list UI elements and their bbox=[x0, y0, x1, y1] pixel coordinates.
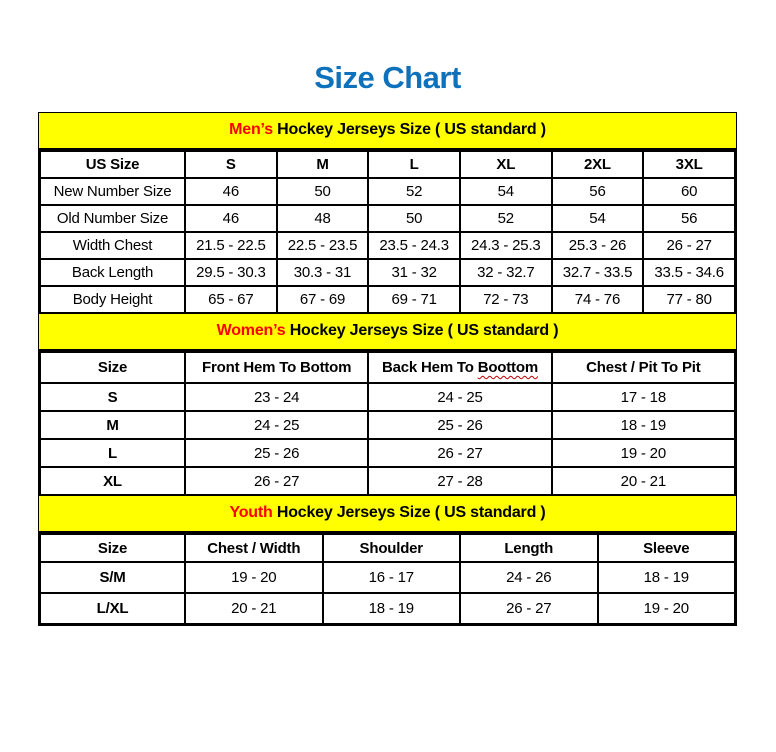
mens-row-back-length bbox=[40, 259, 735, 286]
size-value-cell: 52 bbox=[368, 178, 460, 205]
size-value-cell: 26 - 27 bbox=[185, 467, 368, 495]
size-value-cell: 77 - 80 bbox=[643, 286, 735, 313]
size-value-cell: 54 bbox=[460, 178, 552, 205]
womens-size-table bbox=[39, 351, 736, 496]
row-label: S/M bbox=[40, 562, 185, 593]
size-value-cell: 23.5 - 24.3 bbox=[368, 232, 460, 259]
size-value-cell: 60 bbox=[643, 178, 735, 205]
size-value-cell: 24.3 - 25.3 bbox=[460, 232, 552, 259]
womens-row-l bbox=[40, 439, 735, 467]
size-value-cell: 25.3 - 26 bbox=[552, 232, 644, 259]
womens-row-s bbox=[40, 383, 735, 411]
size-value-cell: 24 - 25 bbox=[185, 411, 368, 439]
size-value-cell: 19 - 20 bbox=[185, 562, 323, 593]
size-value-cell: 54 bbox=[552, 205, 644, 232]
mens-column-header: 3XL bbox=[643, 151, 735, 178]
mens-column-header: XL bbox=[460, 151, 552, 178]
row-label: L/XL bbox=[40, 593, 185, 624]
row-label: L bbox=[40, 439, 185, 467]
size-value-cell: 50 bbox=[368, 205, 460, 232]
size-value-cell: 32.7 - 33.5 bbox=[552, 259, 644, 286]
size-value-cell: 25 - 26 bbox=[185, 439, 368, 467]
size-value-cell: 74 - 76 bbox=[552, 286, 644, 313]
size-value-cell: 72 - 73 bbox=[460, 286, 552, 313]
mens-size-table bbox=[39, 150, 736, 314]
row-label: Back Length bbox=[40, 259, 185, 286]
size-value-cell: 56 bbox=[552, 178, 644, 205]
youth-size-table bbox=[39, 533, 736, 625]
size-value-cell: 21.5 - 22.5 bbox=[185, 232, 277, 259]
size-value-cell: 30.3 - 31 bbox=[277, 259, 369, 286]
mens-column-header: US Size bbox=[40, 151, 185, 178]
size-value-cell: 56 bbox=[643, 205, 735, 232]
womens-banner-text: Hockey Jerseys Size ( US standard ) bbox=[285, 322, 559, 339]
size-value-cell: 20 - 21 bbox=[552, 467, 735, 495]
womens-column-header: Front Hem To Bottom bbox=[185, 352, 368, 383]
womens-row-m bbox=[40, 411, 735, 439]
mens-row-old-number-size bbox=[40, 205, 735, 232]
size-value-cell: 24 - 25 bbox=[368, 383, 551, 411]
size-value-cell: 25 - 26 bbox=[368, 411, 551, 439]
size-value-cell: 69 - 71 bbox=[368, 286, 460, 313]
mens-banner-text: Hockey Jerseys Size ( US standard ) bbox=[272, 121, 546, 138]
size-value-cell: 33.5 - 34.6 bbox=[643, 259, 735, 286]
column-header-text: Back Hem To bbox=[382, 359, 478, 376]
mens-row-body-height bbox=[40, 286, 735, 313]
row-label: Width Chest bbox=[40, 232, 185, 259]
row-label: XL bbox=[40, 467, 185, 495]
size-value-cell: 48 bbox=[277, 205, 369, 232]
mens-header-row bbox=[40, 151, 735, 178]
youth-row-s-m bbox=[40, 562, 735, 593]
womens-column-header bbox=[368, 352, 551, 383]
page-title: Size Chart bbox=[314, 60, 461, 95]
mens-column-header: M bbox=[277, 151, 369, 178]
mens-column-header: L bbox=[368, 151, 460, 178]
mens-table-banner bbox=[39, 113, 736, 150]
size-value-cell: 65 - 67 bbox=[185, 286, 277, 313]
womens-column-header: Size bbox=[40, 352, 185, 383]
mens-banner-highlight: Men’s bbox=[229, 121, 273, 138]
size-value-cell: 31 - 32 bbox=[368, 259, 460, 286]
mens-column-header: 2XL bbox=[552, 151, 644, 178]
size-chart-page bbox=[0, 60, 776, 626]
size-value-cell: 26 - 27 bbox=[643, 232, 735, 259]
misspelled-word-squiggle: Boottom bbox=[477, 359, 538, 376]
size-value-cell: 18 - 19 bbox=[323, 593, 461, 624]
womens-row-xl bbox=[40, 467, 735, 495]
row-label: New Number Size bbox=[40, 178, 185, 205]
youth-banner-text: Hockey Jerseys Size ( US standard ) bbox=[272, 504, 546, 521]
size-value-cell: 18 - 19 bbox=[598, 562, 736, 593]
size-value-cell: 27 - 28 bbox=[368, 467, 551, 495]
youth-column-header: Size bbox=[40, 534, 185, 562]
size-value-cell: 18 - 19 bbox=[552, 411, 735, 439]
row-label: Old Number Size bbox=[40, 205, 185, 232]
youth-column-header: Sleeve bbox=[598, 534, 736, 562]
size-value-cell: 26 - 27 bbox=[368, 439, 551, 467]
row-label: S bbox=[40, 383, 185, 411]
youth-table-banner bbox=[39, 496, 736, 533]
womens-banner-highlight: Women’s bbox=[216, 322, 286, 339]
size-value-cell: 23 - 24 bbox=[185, 383, 368, 411]
youth-column-header: Length bbox=[460, 534, 598, 562]
mens-row-new-number-size bbox=[40, 178, 735, 205]
size-value-cell: 67 - 69 bbox=[277, 286, 369, 313]
mens-row-width-chest bbox=[40, 232, 735, 259]
row-label: Body Height bbox=[40, 286, 185, 313]
size-value-cell: 17 - 18 bbox=[552, 383, 735, 411]
mens-column-header: S bbox=[185, 151, 277, 178]
size-value-cell: 26 - 27 bbox=[460, 593, 598, 624]
size-value-cell: 24 - 26 bbox=[460, 562, 598, 593]
size-value-cell: 50 bbox=[277, 178, 369, 205]
size-chart-tables bbox=[38, 112, 737, 626]
size-value-cell: 52 bbox=[460, 205, 552, 232]
row-label: M bbox=[40, 411, 185, 439]
womens-header-row bbox=[40, 352, 735, 383]
size-value-cell: 29.5 - 30.3 bbox=[185, 259, 277, 286]
youth-column-header: Shoulder bbox=[323, 534, 461, 562]
size-value-cell: 16 - 17 bbox=[323, 562, 461, 593]
size-value-cell: 19 - 20 bbox=[598, 593, 736, 624]
size-value-cell: 32 - 32.7 bbox=[460, 259, 552, 286]
size-value-cell: 20 - 21 bbox=[185, 593, 323, 624]
size-value-cell: 46 bbox=[185, 205, 277, 232]
youth-row-l-xl bbox=[40, 593, 735, 624]
youth-banner-highlight: Youth bbox=[229, 504, 273, 521]
size-value-cell: 46 bbox=[185, 178, 277, 205]
womens-table-banner bbox=[39, 314, 736, 351]
youth-header-row bbox=[40, 534, 735, 562]
size-value-cell: 19 - 20 bbox=[552, 439, 735, 467]
youth-column-header: Chest / Width bbox=[185, 534, 323, 562]
womens-column-header: Chest / Pit To Pit bbox=[552, 352, 735, 383]
size-value-cell: 22.5 - 23.5 bbox=[277, 232, 369, 259]
